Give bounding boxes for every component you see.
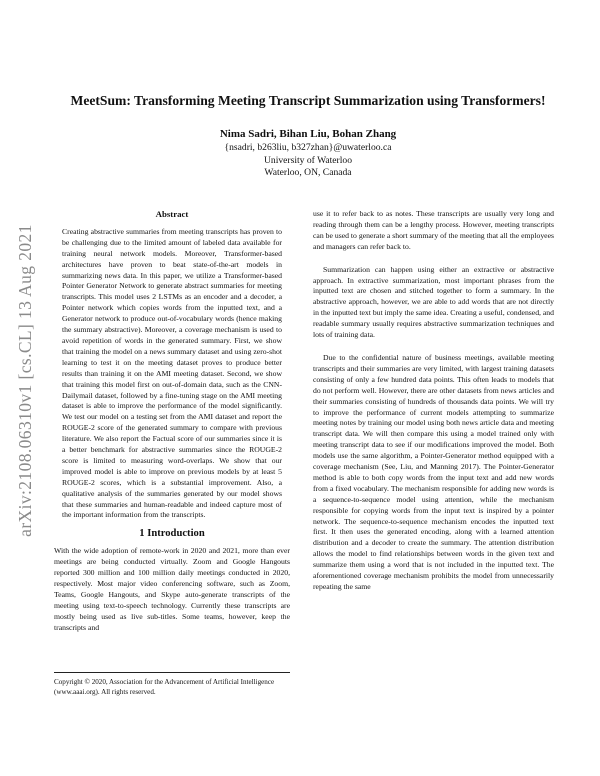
copyright-footnote: Copyright © 2020, Association for the Advancement of Artificial Intelligence (www.aaai.org). All rights reserved.	[54, 672, 290, 697]
section-heading-introduction: 1 Introduction	[139, 528, 205, 540]
summarization-paragraph: Summarization can happen using either an extractive or abstractive approach. In extractive summarization, most important phrases from the inputted text are chosen and stitched together to form a summary. In the abstractive approach, however, we are able to add words that are not directly in the inputted text but imply the same idea. Creating a useful, condensed, and readable summary usually requires abstractive summarization techniques and lots of training data.	[313, 264, 554, 340]
introduction-paragraph: With the wide adoption of remote-work in 2020 and 2021, more than ever meetings are being conducted virtually. Zoom and Google Hangouts reported 300 million and 100 million daily meetings conducted in 2020, respectively. Most major video conferencing software, such as Zoom, Teams, Google Hangouts, and Skype auto-generate transcripts of the meeting using text-to-speech technology. Currently these transcripts are mostly being used as live sub-titles. Some teams, however, keep the transcripts and	[54, 546, 290, 632]
arxiv-stamp-text: arXiv:2108.06310v1 [cs.CL] 13 Aug 2021	[14, 223, 35, 537]
author-location: Waterloo, ON, Canada	[264, 167, 352, 179]
abstract-heading: Abstract	[155, 209, 189, 219]
right-column	[313, 209, 554, 605]
paper-title: MeetSum: Transforming Meeting Transcript Summarization using Transformers!	[70, 93, 546, 108]
abstract-text: Creating abstractive summaries from meeting transcripts has proven to be challenging due to the limited amount of labeled data available for training neural network models. Moreover, Transformer-based architectures have proven to beat state-of-the-art models in summarizing news data. In this paper, we utilize a Transformer-based Pointer Generator Network to generate abstract summaries for meeting transcripts. This model uses 2 LSTMs as an encoder and a decoder, a Pointer network which copies words from the inputted text, and a Generator network to produce out-of-vocabulary words (hence making the summary abstractive). Moreover, a coverage mechanism is used to avoid repetition of words in the generated summary. First, we show that training the model on a news summary dataset and using zero-shot learning to test it on the meeting dataset proves to produce better results than training it on the AMI meeting dataset. Second, we show that training this model first on out-of-domain data, such as the CNN-Dailymail dataset, followed by a fine-tuning stage on the AMI meeting dataset is able to improve the performance of the model significantly. We test our model on a testing set from the AMI dataset and report the ROUGE-2 score of the generated summary to compare with previous literature. We also report the Factual score of our summaries since it is a better benchmark for abstractive summaries since the ROUGE-2 score is limited to measuring word-overlaps. We show that our improved model is able to improve on previous models by at least 5 ROUGE-2 scores, which is a substantial improvement. Also, a qualitative analysis of the summaries generated by our model shows that these summaries and human-readable and indeed capture most of the important information from the transcripts.	[62, 226, 282, 520]
left-column	[54, 209, 290, 634]
author-emails: {nsadri, b263liu, b327zhan}@uwaterloo.ca	[224, 142, 392, 154]
author-block	[40, 128, 576, 180]
author-names: Nima Sadri, Bihan Liu, Bohan Zhang	[219, 128, 397, 140]
introduction-paragraph-continued: use it to refer back to as notes. These transcripts are usually very long and reading through them can be a lengthy process. However, meeting transcripts can be used to generate a short summary of the meeting that all the employees and managers can refer back to.	[313, 209, 554, 251]
datasets-paragraph: Due to the confidential nature of business meetings, available meeting transcripts and their summaries are very limited, with largest training datasets consisting of only a few hundred data points. This often leads to models that do not perform well. However, there are other datasets from news articles and their summaries consisting of hundreds of thousands data points. We will try to improve the performance of current models attempting to summarize meeting notes by training our model using both news article data and meeting transcript data. We will then compare this using a model trained only with meeting transcript data to see if our modifications improved the model. Both models use the same algorithm, a Pointer-Generator method equipped with a coverage mechanism (See, Liu, and Manning 2017). The Pointer-Generator method is able to both copy words from the input text and add new words from a fixed vocabulary. The mechanism responsible for adding new words is a sequence-to-sequence model using attention, while the mechanism responsible for copying words from the input text is inspired by a pointer network. The sequence-to-sequence mechanism encodes the inputted text first. It then uses the generated encoding, along with a learned attention distribution and a decoder to create the summary. The attention distribution allows the model to find relationships between words in the given text and summarize them using a word that is not included in the inputted text. The aforementioned coverage mechanism prohibits the model from unnecessarily repeating the same	[313, 352, 554, 591]
author-affiliation: University of Waterloo	[263, 154, 353, 166]
arxiv-stamp	[13, 206, 37, 554]
